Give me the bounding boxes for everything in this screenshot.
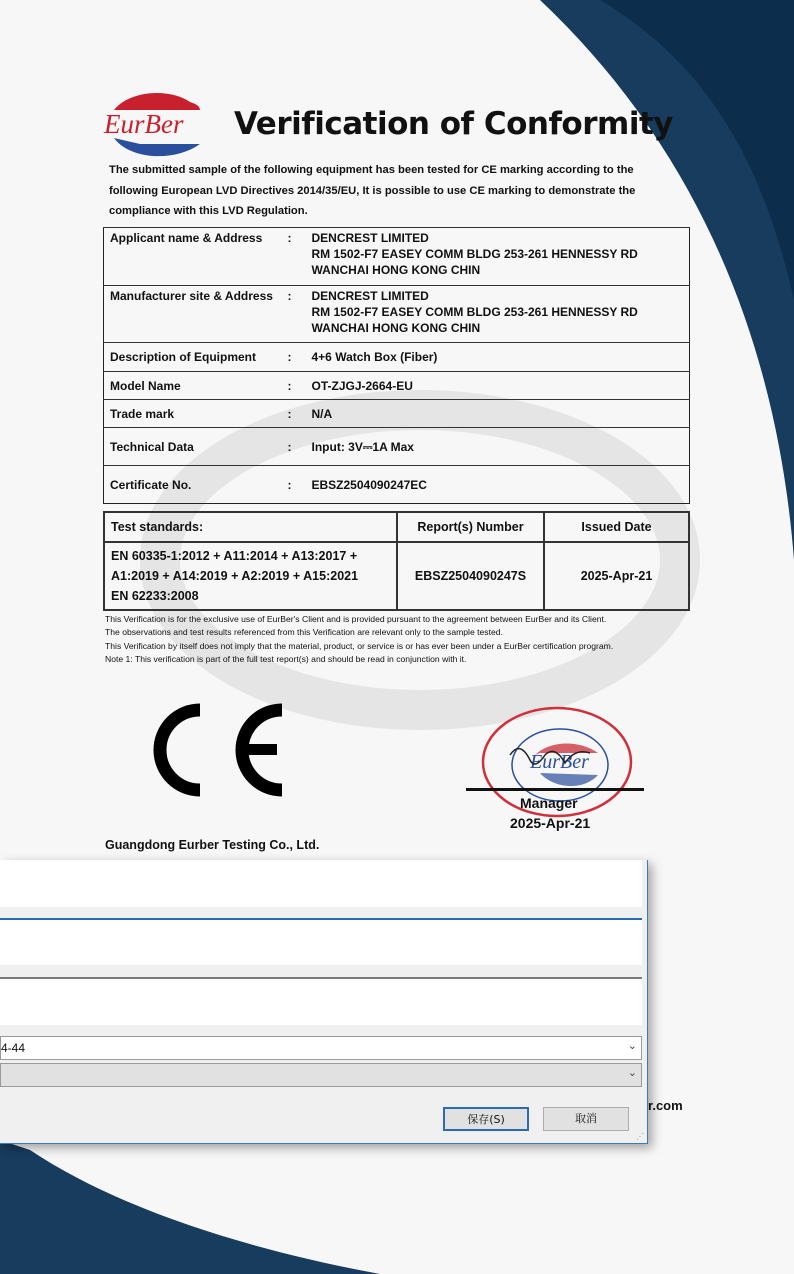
svg-text:EurBer: EurBer	[530, 751, 589, 773]
chevron-down-icon[interactable]: ⌄	[627, 1067, 637, 1079]
combo-box-2[interactable]	[0, 1063, 642, 1087]
resize-grip-icon[interactable]: ⋰	[636, 1132, 644, 1141]
signature-line	[466, 788, 644, 791]
row-applicant: Applicant name & Address : DENCREST LIMITED RM 1502-F7 EASEY COMM BLDG 253-261 HENNESSY RD WANCHAI HONG KONG CHIN	[104, 228, 690, 286]
cancel-button[interactable]: 取消	[543, 1107, 629, 1131]
footer-website: r.com	[648, 1098, 683, 1113]
page-title: Verification of Conformity	[234, 106, 673, 142]
dialog-field-focused[interactable]	[0, 918, 642, 965]
disclaimer-notes: This Verification is for the exclusive use of EurBer's Client and is provided pursuant to the agreement between EurBer and its Client. The observations and test results referenced from this Verification are relevant only to the sample tested. This Verification by itself does not imply that the material, product, or service is or has ever been under a EurBer certification program. Note 1: This verification is part of the full test report(s) and should be read in conjunction with it.	[105, 614, 614, 665]
row-description: Description of Equipment : 4+6 Watch Box (Fiber)	[104, 343, 690, 372]
chevron-down-icon[interactable]: ⌄	[627, 1040, 637, 1052]
intro-text: The submitted sample of the following equipment has been tested for CE marking according to the following European LVD Directives 2014/35/EU, It is possible to use CE marking to demonstrate the compliance with this LVD Regulation.	[109, 164, 636, 217]
standards-table: Test standards: Report(s) Number Issued Date EN 60335-1:2012 + A11:2014 + A13:2017 + A1:2019 + A14:2019 + A2:2019 + A15:2021 EN 62233:2008 EBSZ2504090247S 2025-Apr-21	[103, 511, 690, 611]
save-button[interactable]: 保存(S)	[443, 1107, 529, 1131]
eurber-logo	[100, 88, 218, 160]
row-model: Model Name : OT-ZJGJ-2664-EU	[104, 372, 690, 400]
signature-date: 2025-Apr-21	[510, 815, 591, 831]
row-trademark: Trade mark : N/A	[104, 400, 690, 428]
dialog-panel	[0, 860, 642, 907]
equipment-details-table	[103, 227, 690, 504]
signer-title: Manager	[520, 795, 578, 811]
save-dialog	[0, 860, 648, 1144]
row-certificate: Certificate No. : EBSZ2504090247EC	[104, 466, 690, 504]
ce-mark-icon	[150, 700, 290, 800]
row-manufacturer: Manufacturer site & Address : DENCREST LIMITED RM 1502-F7 EASEY COMM BLDG 253-261 HENNESSY RD WANCHAI HONG KONG CHIN	[104, 286, 690, 343]
company-name: Guangdong Eurber Testing Co., Ltd.	[105, 838, 320, 852]
combo-box-1[interactable]: 4-44 ⌄	[0, 1036, 642, 1060]
dialog-field[interactable]	[0, 977, 642, 1025]
svg-text:EurBer: EurBer	[104, 109, 184, 139]
row-technical: Technical Data : Input: 3V⎓1A Max	[104, 428, 690, 466]
